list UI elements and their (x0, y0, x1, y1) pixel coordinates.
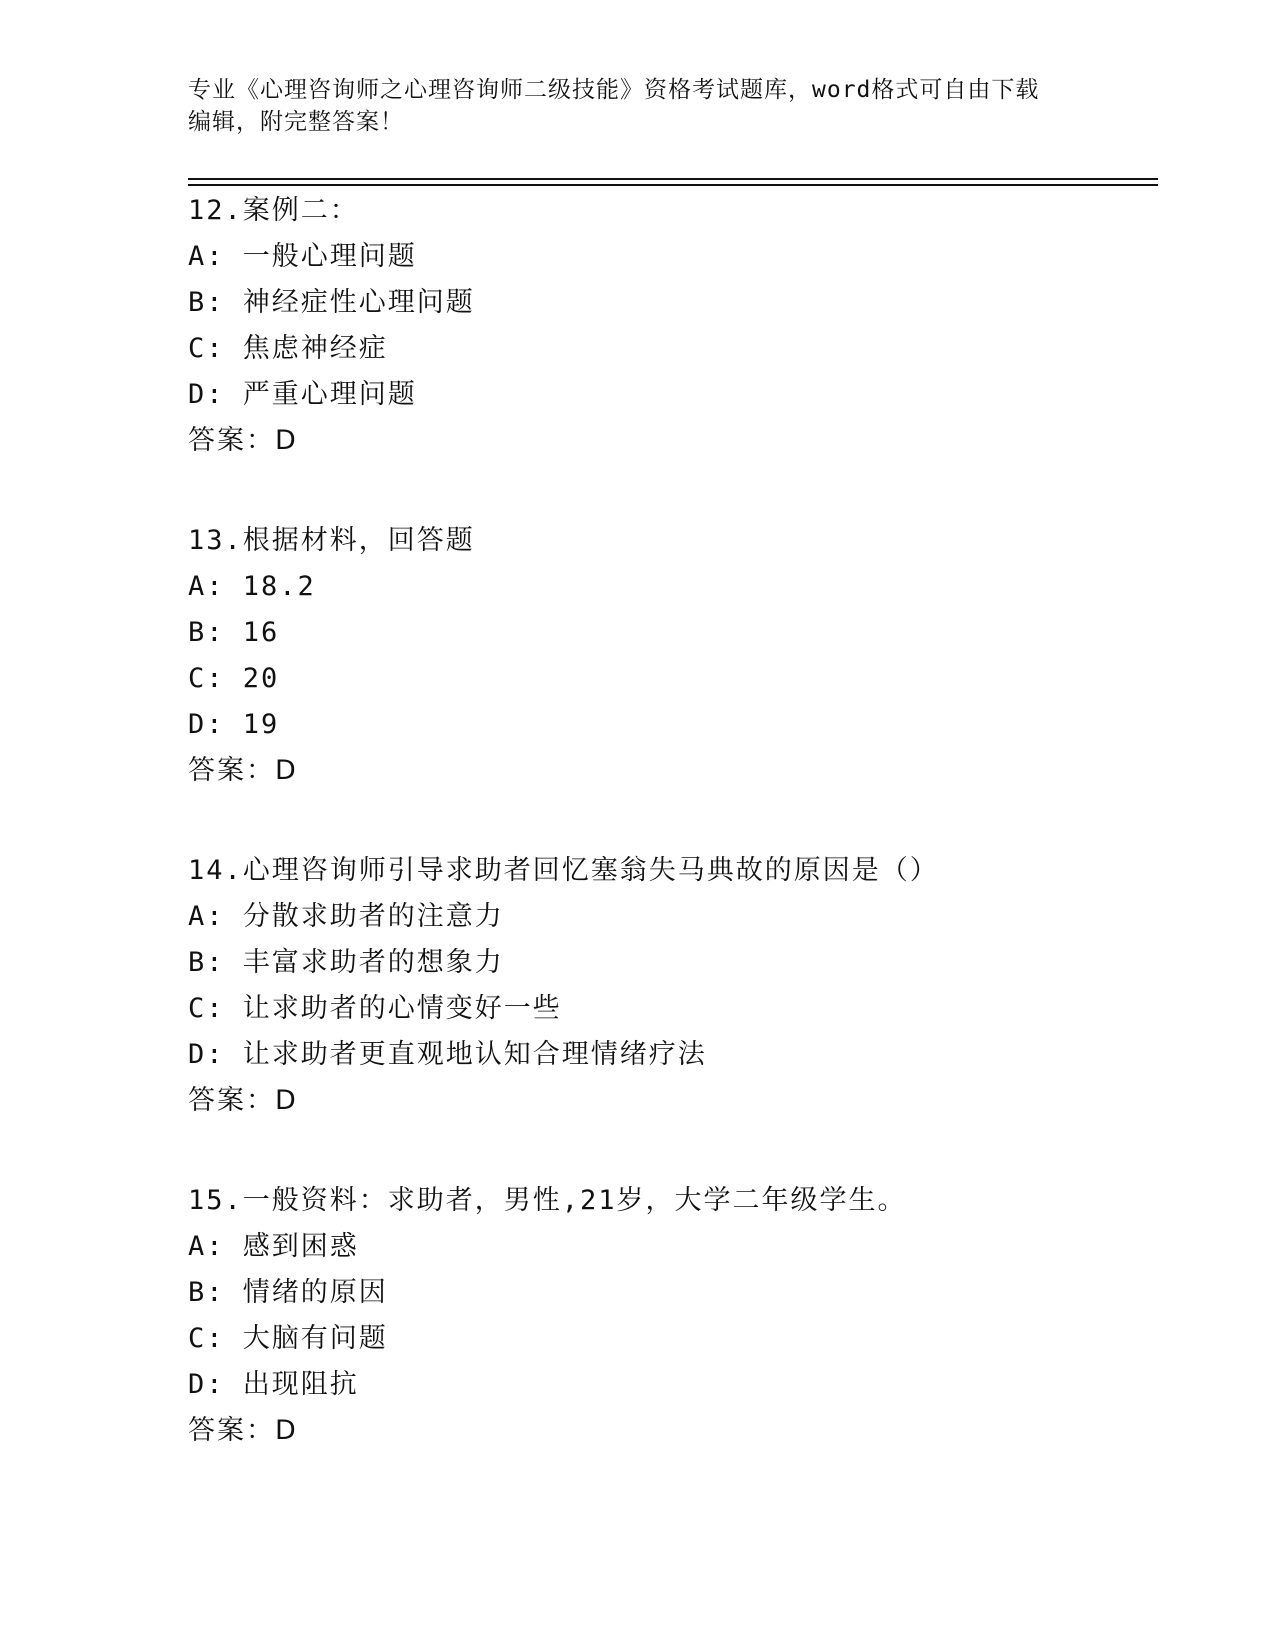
option-d: D: 严重心理问题 (188, 379, 417, 410)
option-c: C: 让求助者的心情变好一些 (188, 993, 562, 1024)
question-14 (188, 848, 1148, 1124)
header-line-2: 编辑，附完整答案！ (188, 109, 404, 135)
option-c: C: 大脑有问题 (188, 1323, 388, 1354)
answer: 答案：D (188, 425, 298, 456)
option-b: B: 16 (188, 617, 280, 648)
option-a: A: 感到困惑 (188, 1231, 359, 1262)
document-header (188, 74, 1088, 138)
question-title: 13.根据材料，回答题 (188, 525, 475, 556)
answer: 答案：D (188, 755, 298, 786)
option-b: B: 神经症性心理问题 (188, 287, 475, 318)
option-b: B: 丰富求助者的想象力 (188, 947, 504, 978)
answer: 答案：D (188, 1085, 298, 1116)
answer: 答案：D (188, 1415, 298, 1446)
option-c: C: 20 (188, 663, 280, 694)
question-title: 12.案例二： (188, 195, 359, 226)
header-divider-top (188, 178, 1158, 180)
option-d: D: 出现阻抗 (188, 1369, 359, 1400)
question-list (188, 188, 1148, 1508)
option-c: C: 焦虑神经症 (188, 333, 388, 364)
question-title: 15.一般资料：求助者，男性,21岁，大学二年级学生。 (188, 1185, 907, 1216)
header-divider-bottom (188, 184, 1158, 186)
option-d: D: 让求助者更直观地认知合理情绪疗法 (188, 1039, 707, 1070)
header-line-1: 专业《心理咨询师之心理咨询师二级技能》资格考试题库，word格式可自由下载 (188, 77, 1040, 103)
question-13 (188, 518, 1148, 794)
option-a: A: 一般心理问题 (188, 241, 417, 272)
option-d: D: 19 (188, 709, 280, 740)
option-a: A: 18.2 (188, 571, 316, 602)
option-b: B: 情绪的原因 (188, 1277, 388, 1308)
question-title: 14.心理咨询师引导求助者回忆塞翁失马典故的原因是（） (188, 855, 939, 886)
option-a: A: 分散求助者的注意力 (188, 901, 504, 932)
question-15 (188, 1178, 1148, 1454)
question-12 (188, 188, 1148, 464)
